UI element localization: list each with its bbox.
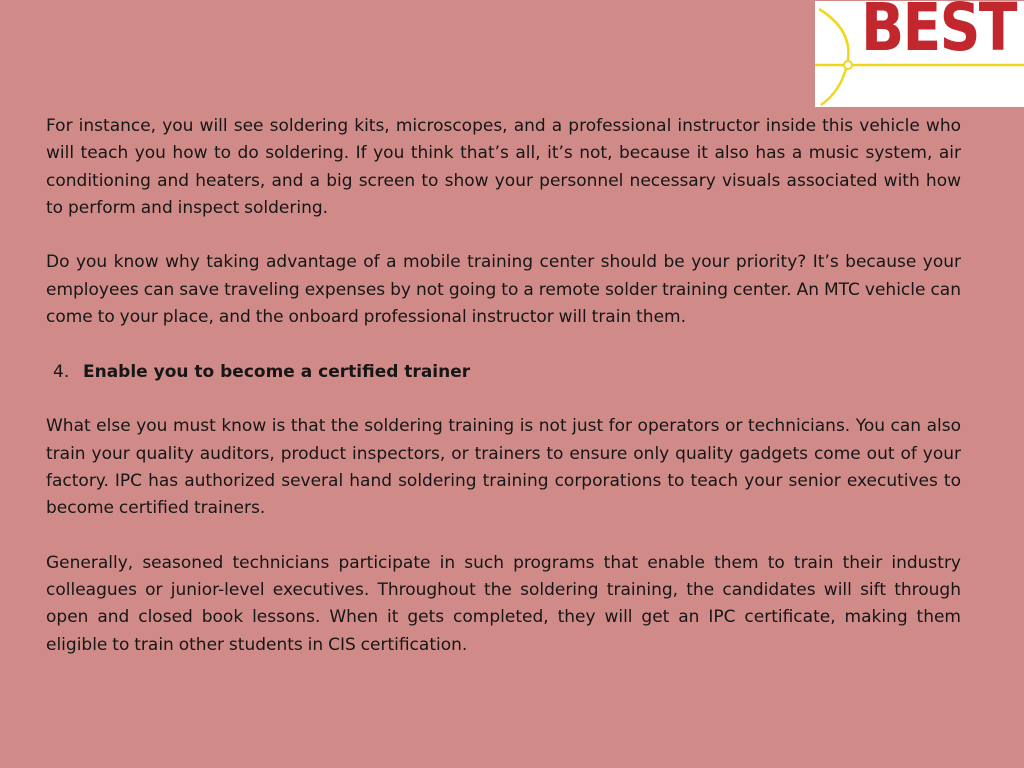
- document-body: [46, 113, 961, 659]
- section-title: Enable you to become a certified trainer: [83, 361, 471, 382]
- paragraph-certified-trainer-program: Generally, seasoned technicians participate in such programs that enable them to train their industry colleagues or junior-level executives. Throughout the soldering training, the candidates will sift through open and closed book lessons. When it gets completed, they will get an IPC certificate, making them eligible to train other students in CIS certification.: [46, 552, 961, 655]
- paragraph-mobile-training-priority: Do you know why taking advantage of a mobile training center should be your priority? It’s because your employees can save traveling expenses by not going to a remote solder training center. An MTC vehicle can come to your place, and the onboard professional instructor will train them.: [46, 252, 961, 328]
- logo-wordmark: BEST: [861, 0, 1016, 66]
- section-heading: [46, 359, 961, 386]
- paragraph-mobile-training-features: For instance, you will see soldering kits, microscopes, and a professional instructor inside this vehicle who will teach you how to do soldering. If you think that’s all, it’s not, because it also has a music system, air conditioning and heaters, and a big screen to show your personnel necessary visuals associated with how to perform and inspect soldering.: [46, 116, 961, 218]
- brand-logo: [815, 1, 1024, 107]
- section-number: 4.: [53, 361, 70, 382]
- paragraph-certified-trainer-audience: What else you must know is that the soldering training is not just for operators or technicians. You can also train your quality auditors, product inspectors, or trainers to ensure only quality gadgets come out of your factory. IPC has authorized several hand soldering training corporations to teach your senior executives to become certified trainers.: [46, 416, 961, 519]
